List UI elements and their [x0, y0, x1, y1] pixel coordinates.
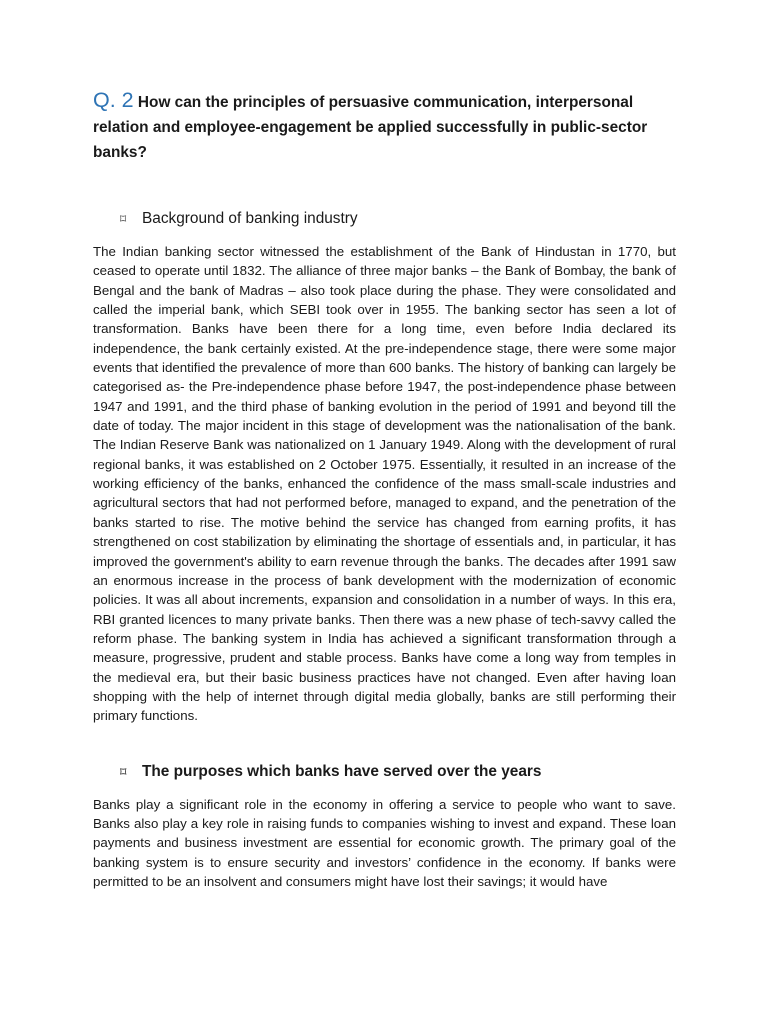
section-heading-text: Background of banking industry	[142, 210, 358, 227]
paragraph-purposes: Banks play a significant role in the economy in offering a service to people who want to save. Banks also play a key role in raising funds to companies wishing to invest and expand. These loan payments and business investment are essential for economic growth. The primary goal of the banking system is to ensure security and investors’ confidence in the economy. If banks were permitted to be an insolvent and consumers might have lost their savings; it would have	[93, 796, 676, 889]
bullet-icon: ⌑	[120, 764, 127, 779]
question-block	[93, 88, 676, 165]
bullet-icon: ⌑	[120, 212, 127, 226]
section-heading-purposes	[120, 763, 676, 781]
section-heading-background	[120, 210, 676, 228]
paragraph-background: The Indian banking sector witnessed the establishment of the Bank of Hindustan in 1770, but ceased to operate until 1832. The alliance of three major banks – the Bank of Bombay, the bank of Bengal and the bank of Madras – also took place during the phase. They were consolidated and called the imperial bank, which SEBI took over in 1955. The banking sector has seen a lot of transformation. Banks have been there for a long time, even before India declared its independence, the bank certainly existed. At the pre-independence stage, there were some major events that identified the prevalence of more than 600 banks. The history of banking can largely be categorised as- the Pre-independence phase before 1947, the post-independence phase between 1947 and 1991, and the third phase of banking evolution in the period of 1991 and beyond till the date of today. The major incident in this stage of development was the nationalisation of the bank. The Indian Reserve Bank was nationalized on 1 January 1949. Along with the development of rural regional banks, it was established on 2 October 1975. Essentially, it resulted in an increase of the working efficiency of the banks, enhanced the confidence of the mass small-scale industries and agricultural sectors that had not performed before, managed to expand, and the penetration of the banks started to rise. The motive behind the service has changed from earning profits, it has strengthened on cost stabilization by eliminating the shortage of essentials and, in particular, it has improved the government's ability to earn revenue through the banks. The decades after 1991 saw an enormous increase in the process of bank development with the modernization of economic policies. It was all about increments, expansion and consolidation in a number of ways. In this era, RBI granted licences to many private banks. Then there was a new phase of tech-savvy called the reform phase. The banking system in India has achieved a significant transformation through a measure, progressive, prudent and stable process. Banks have come a long way from temples in the medieval era, but their basic business practices have not changed. Even after having loan shopping with the help of internet through digital media globally, banks are still performing their primary functions.	[93, 244, 676, 724]
question-number: Q. 2	[93, 88, 134, 112]
document-page	[93, 88, 676, 891]
question-text: How can the principles of persuasive communication, interpersonal relation and employee-engagement be applied successfully in public-sector banks?	[93, 94, 648, 161]
section-heading-text: The purposes which banks have served over the years	[142, 762, 542, 780]
